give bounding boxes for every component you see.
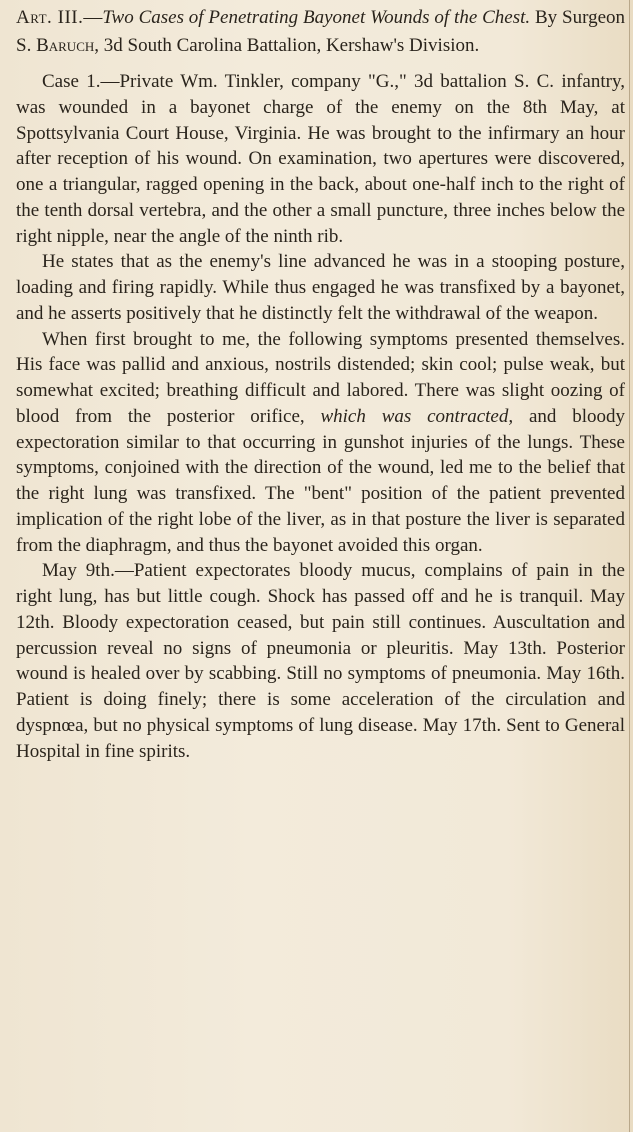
symptoms-italic-phrase: which was contracted, bbox=[320, 405, 514, 427]
paragraph-case-one: Case 1.—Private Wm. Tinkler, company "G.," 3d battalion S. C. infantry, was wounded in a bayonet charge of the enemy on the 8th May, at Spottsylvania Court House, Virginia. He was brought to the infirmary an hour after reception of his wound. On examination, two apertures were discovered, one a triangular, ragged opening in the back, about one-half inch to the right of the tenth dorsal vertebra, and the other a small puncture, three inches below the right nipple, near the angle of the ninth rib. bbox=[16, 71, 625, 247]
article-title: Two Cases of Penetrating Bayonet Wounds of the Chest. bbox=[102, 7, 531, 28]
symptoms-text-before: When first brought to me, the following symptoms presented themselves. His face was pallid and anxious, nostrils distended; skin cool; pulse weak, but somewhat excited; breathing difficult and labored. There was slight oozing of blood from the posterior orifice, bbox=[16, 328, 625, 427]
paragraph-progress-notes: May 9th.—Patient expectorates bloody mucus, complains of pain in the right lung, has but little cough. Shock has passed off and he is tranquil. May 12th. Bloody expectoration ceased, but pain still continues. Auscultation and percussion reveal no signs of pneumonia or pleuritis. May 13th. Posterior wound is healed over by scabbing. Still no symptoms of pneumonia. May 16th. Patient is doing finely; there is some acceleration of the circulation and dyspnœa, but no physical symptoms of lung disease. May 17th. Sent to General Hospital in fine spirits. bbox=[16, 560, 625, 762]
author-surname: Baruch bbox=[36, 34, 95, 56]
symptoms-text-after: and bloody expectoration similar to that occurring in gunshot injuries of the lungs. These symptoms, conjoined with the direction of the wound, led me to the belief that the right lung was transfixed. The "bent" position of the patient prevented implication of the right lobe of the liver, as in that posture the liver is separated from the diaphragm, and thus the bayonet avoided this organ. bbox=[16, 405, 626, 556]
author-prefix: By Surgeon S. bbox=[16, 7, 626, 56]
paragraph-patient-statement: He states that as the enemy's line advanced he was in a stooping posture, loading and firing rapidly. While thus engaged he was transfixed by a bayonet, and he asserts positively that he distinctly felt the withdrawal of the weapon. bbox=[16, 251, 625, 324]
paragraph-symptoms bbox=[16, 327, 625, 559]
article-number: Art. III. bbox=[16, 7, 84, 28]
author-affiliation: , 3d South Carolina Battalion, Kershaw's Division. bbox=[94, 34, 480, 56]
article-heading: Art. III.—Two Cases of Penetrating Bayonet Wounds of the Chest. By Surgeon S. Baruch, 3d South Carolina Battalion, Kershaw's Division. bbox=[16, 7, 626, 56]
case-one-body bbox=[16, 69, 625, 764]
page-edge-line bbox=[629, 0, 630, 1132]
